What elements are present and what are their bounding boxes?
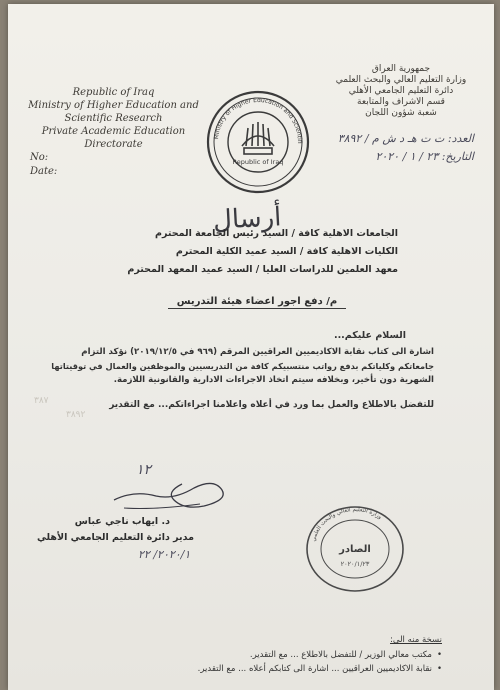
addressee-line: الجامعات الاهلية كافة / السيد رئيس الجامعة المحترم	[155, 228, 398, 239]
header-en-line: Scientific Research	[64, 113, 163, 124]
faint-mark: ٣٨٧	[34, 396, 49, 406]
date-label: Date:	[30, 166, 58, 177]
header-ar-line: جمهورية العراق	[371, 64, 431, 74]
cc-item-text: مكتب معالي الوزير / للتفضل بالاطلاع ... مع التقدير.	[249, 650, 432, 660]
cc-heading: نسخة منه الى:	[390, 635, 442, 645]
header-ar-line: شعبة شؤون اللجان	[365, 108, 437, 118]
cc-item-text: نقابة الاكاديميين العراقيين ... اشارة الى كتابكم أعلاه ... مع التقدير.	[197, 664, 432, 674]
body-line: اشارة الى كتاب نقابة الاكاديميين العراقيين المرقم (٩٦٩ في ٢٠١٩/١٢/٥) نؤكد التزام	[81, 347, 434, 357]
svg-text:وزارة التعليم العالي والبحث ال: وزارة التعليم العالي والبحث العلمي	[310, 506, 383, 543]
closing-line: للتفضل بالاطلاع والعمل بما ورد في أعلاه واعلامنا اجراءاتكم... مع التقدير	[109, 400, 434, 410]
svg-text:الصادر: الصادر	[339, 544, 371, 555]
header-en-line: Private Academic Education	[41, 126, 186, 137]
addressee-line: معهد العلمين للدراسات العليا / السيد عميد المعهد المحترم	[127, 264, 398, 275]
header-en-line: Ministry of Higher Education and	[28, 100, 199, 111]
body-line: جامعاتكم وكلياتكم بدفع رواتب منتسبيكم كافة من التدريسيين والموظفين والعمال في توقيتاتها	[51, 361, 434, 371]
header-ar-line: وزارة التعليم العالي والبحث العلمي	[335, 75, 467, 85]
incoming-stamp	[304, 504, 406, 594]
signatory-position: مدير دائرة التعليم الجامعي الأهلي	[36, 532, 194, 543]
handwritten-title: أرسال	[212, 202, 283, 236]
svg-text:Republic of Iraq: Republic of Iraq	[232, 158, 284, 166]
svg-text:Ministry of Higher Education a: Ministry of Higher Education and Scientifi	[213, 96, 304, 144]
header-ar-line: دائرة التعليم الجامعي الأهلي	[348, 86, 454, 96]
ministry-seal-logo	[204, 88, 312, 196]
body-line: الشهرية دون تأخير، وبخلافه سيتم اتخاذ الاجراءات الادارية والقانونية اللازمة.	[113, 375, 434, 385]
signature-date: ٢٠٢٠/١/ ٢٢	[138, 548, 191, 561]
signatory-name: د. ايهاب ناجي عباس	[74, 516, 170, 527]
subject-line: م/ دفع اجور اعضاء هيئة التدريس	[168, 296, 346, 309]
header-en-line: Republic of Iraq	[72, 87, 155, 98]
header-ar-line: قسم الاشراف والمتابعة	[357, 97, 445, 107]
greeting: السلام عليكم...	[333, 330, 406, 341]
document-page	[8, 4, 494, 690]
document-date: التاريخ: ٢٣ / ١ / ٢٠٢٠	[375, 150, 474, 163]
document-number: العدد: ت ت هـ د ش م / ٣٨٩٢	[337, 132, 474, 145]
cc-item	[250, 650, 442, 660]
faint-mark: ٣٨٩٢	[66, 410, 86, 420]
svg-text:٢٠٢٠/١/٢٣: ٢٠٢٠/١/٢٣	[340, 560, 370, 568]
signature-scribble: ١٢	[136, 462, 152, 478]
handwritten-signature	[104, 460, 234, 520]
addressee-line: الكليات الاهلية كافة / السيد عميد الكلية المحترم	[175, 246, 398, 257]
bullet-icon: •	[436, 664, 442, 674]
arabic-letterhead	[326, 64, 476, 119]
english-letterhead	[26, 86, 201, 151]
number-label: No:	[30, 152, 49, 163]
bullet-icon: •	[436, 650, 442, 660]
cc-item	[198, 664, 442, 674]
header-en-line: Directorate	[84, 139, 143, 150]
